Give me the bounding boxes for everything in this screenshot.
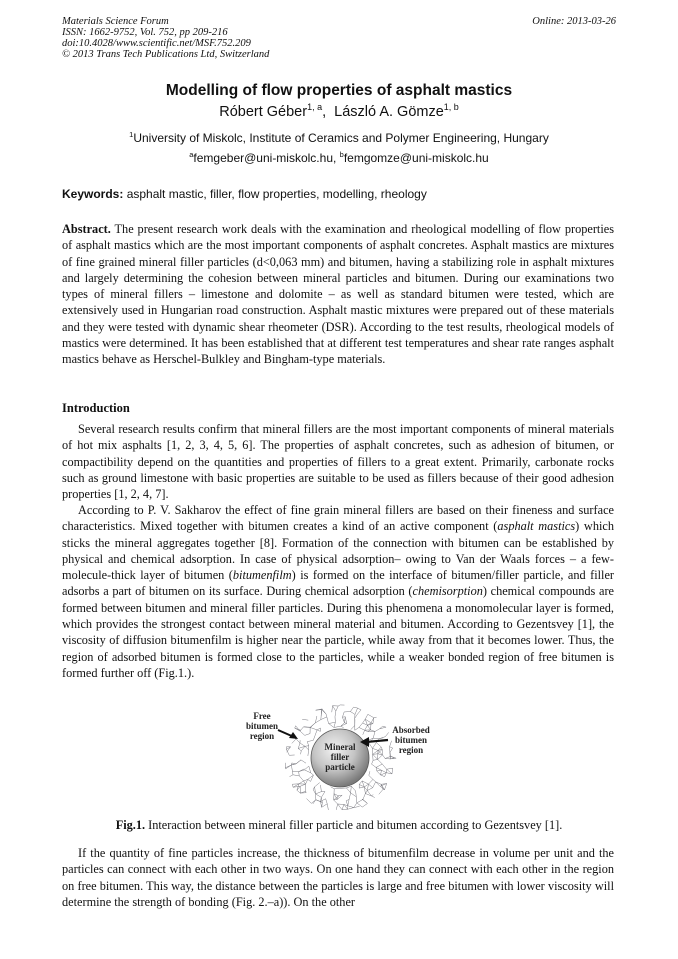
intro-paragraph-2	[62, 502, 614, 681]
bitumen-link	[304, 766, 308, 770]
bitumen-link	[297, 760, 301, 763]
bitumen-link	[381, 775, 385, 777]
bitumen-link	[359, 781, 362, 785]
bitumen-link	[342, 804, 344, 809]
bitumen-link	[371, 723, 373, 724]
bitumen-link	[373, 759, 378, 760]
bitumen-link	[365, 714, 368, 719]
bitumen-link	[381, 770, 382, 775]
bitumen-link	[376, 782, 381, 784]
p2-segment-3: ) is formed on the interface of bitumen/filler particle, and filler adsorbs a part of bitumen on its surface. During chemical adsorption (	[62, 568, 615, 599]
author-separator: ,	[322, 104, 335, 120]
author-2-affil: 1, b	[443, 102, 459, 113]
bitumen-link	[321, 797, 322, 802]
bitumen-link	[359, 727, 365, 730]
bitumen-link	[310, 723, 315, 728]
bitumen-link	[391, 756, 396, 758]
abstract-text: The present research work deals with the examination and rheological modelling of flow properties of asphalt mastics which are the most important components of asphalt concretes. Asphalt mastics are mixtures of fine grained mineral filler particles (d<0,063 mm) and bitumen, having a stabilizing role in asphalt mixtures and largely determining the cohesion between mineral particles and bitumen. During our examinations two types of mineral fillers – limestone and dolomite – as well as standard bitumen were tested, which are extensively used in Hungarian road construction. Asphalt mastic mixtures were prepared out of these materials and they were tested with dynamic shear rheometer (DSR). According to the test results, rheological models of mastics were determined. It has been established that at different test temperatures and shear rate ranges asphalt mastics behave as Herschel-Bulkley and Bingham-type materials.	[62, 222, 614, 367]
bitumen-link	[382, 755, 385, 759]
bitumen-link	[385, 732, 388, 736]
bitumen-link	[336, 804, 337, 810]
bitumen-link	[348, 799, 349, 805]
bitumen-link	[305, 746, 309, 747]
author-1: Róbert Géber	[219, 104, 308, 120]
bitumen-link	[390, 741, 392, 747]
email-a[interactable]: femgeber@uni-miskolc.hu	[193, 151, 333, 165]
bitumen-link	[376, 782, 380, 786]
bitumen-link	[307, 740, 313, 741]
bitumen-link	[299, 772, 300, 776]
bitumen-link	[322, 804, 328, 808]
bitumen-link	[316, 794, 322, 797]
bitumen-link	[292, 739, 296, 743]
bitumen-link	[378, 759, 383, 764]
figure-1-caption	[0, 818, 678, 833]
abstract	[62, 221, 614, 368]
bitumen-link	[346, 788, 350, 793]
doi: doi:10.4028/www.scientific.net/MSF.752.209	[62, 38, 251, 49]
online-date: Online: 2013-03-26	[532, 16, 616, 27]
bitumen-link	[315, 730, 317, 736]
bitumen-link	[369, 743, 372, 748]
bitumen-link	[357, 803, 363, 807]
bitumen-link	[354, 707, 358, 708]
keywords-label: Keywords:	[62, 187, 124, 201]
bitumen-link	[390, 748, 393, 753]
bitumen-link	[346, 801, 348, 806]
bitumen-link	[356, 797, 357, 803]
bitumen-link	[350, 712, 355, 715]
bitumen-link	[379, 789, 383, 794]
bitumen-link	[285, 765, 291, 768]
bitumen-link	[373, 782, 376, 788]
bitumen-link	[307, 742, 309, 746]
bitumen-link	[331, 787, 335, 789]
bitumen-link	[300, 743, 305, 746]
bitumen-link	[302, 719, 308, 720]
bitumen-link	[304, 781, 306, 784]
bitumen-link	[387, 768, 393, 769]
bitumen-link	[297, 790, 300, 793]
p2-segment-1: According to P. V. Sakharov the effect of fine grain mineral fillers are based on their fineness and surface characteristics. Mixed together with bitumen creates a kind of an active component (	[62, 503, 614, 534]
bitumen-link	[357, 799, 363, 802]
bitumen-link	[363, 730, 365, 735]
p2-italic-bitumenfilm: bitumenfilm	[232, 568, 292, 583]
bitumen-link	[351, 786, 352, 793]
keywords-text: asphalt mastic, filler, flow properties, modelling, rheology	[123, 187, 427, 201]
email-a-marker: a	[189, 150, 194, 159]
author-1-affil: 1, a	[307, 102, 323, 113]
section-heading-introduction: Introduction	[62, 401, 130, 415]
affiliation	[0, 131, 678, 145]
bitumen-link	[372, 764, 376, 767]
bitumen-link	[381, 770, 386, 772]
bitumen-link	[305, 734, 310, 736]
bitumen-link	[317, 728, 320, 730]
p2-segment-4: ) chemical compounds are formed between bitumen and mineral filler particles. During this phenomena a monomolecular layer is formed, which provides the strongest contact between mineral material and bitumen. According to Gezentsvey [1], the viscosity of diffusion bitumenfilm is higher near the particle, while away from that it becomes lower. Thus, the region of adsorbed bitumen is formed close to the particles, while a weaker bonded region of free bitumen is formed further off (Fig.1.).	[62, 584, 614, 680]
bitumen-link	[367, 788, 372, 791]
bitumen-link	[306, 799, 311, 804]
bitumen-link	[368, 714, 374, 717]
bitumen-link	[301, 760, 306, 763]
free-bitumen-label-2: bitumen	[245, 721, 279, 731]
bitumen-link	[378, 755, 383, 760]
paper-title: Modelling of flow properties of asphalt mastics	[165, 82, 513, 99]
publication-info	[62, 16, 269, 60]
bitumen-link	[316, 792, 322, 794]
keywords	[62, 187, 427, 201]
bitumen-link	[338, 705, 340, 706]
bitumen-link	[355, 708, 358, 714]
p2-segment-2: ) which sticks the mineral aggregates together [8]. Formation of the connection with bitumen can be established by physical and chemical adsorption. In case of physical adsorption– owing to Van der Waals forces – a few-molecule-thick layer of bitumen (	[62, 519, 614, 583]
bitumen-link	[336, 706, 338, 711]
bitumen-link	[313, 787, 314, 790]
bitumen-link	[372, 760, 374, 764]
bitumen-link	[299, 781, 304, 784]
bitumen-link	[341, 726, 344, 727]
absorbed-bitumen-label-1: Absorbed	[392, 725, 430, 735]
bitumen-link	[377, 771, 381, 775]
particle-label-3: particle	[325, 762, 355, 772]
bitumen-link	[369, 775, 373, 779]
bitumen-link	[365, 791, 367, 794]
bitumen-link	[374, 717, 377, 718]
bitumen-link	[349, 793, 351, 800]
bitumen-link	[334, 800, 338, 804]
abstract-label: Abstract.	[62, 222, 111, 236]
bitumen-link	[301, 751, 302, 754]
bitumen-link	[372, 743, 376, 749]
bitumen-link	[362, 799, 367, 803]
issn: ISSN: 1662-9752, Vol. 752, pp 209-216	[62, 27, 228, 38]
bitumen-link	[365, 725, 368, 730]
bitumen-link	[291, 765, 292, 771]
bitumen-link	[322, 803, 323, 808]
bitumen-link	[332, 706, 333, 712]
bitumen-link	[375, 729, 380, 732]
bitumen-link	[334, 722, 335, 727]
bitumen-link	[293, 775, 299, 776]
bitumen-link	[333, 706, 336, 711]
bitumen-link	[286, 747, 290, 750]
copyright: © 2013 Trans Tech Publications Ltd, Switzerland	[62, 49, 270, 60]
bitumen-link	[373, 779, 376, 781]
free-bitumen-arrow	[278, 730, 298, 739]
bitumen-link	[296, 739, 300, 743]
p2-italic-asphalt-mastics: asphalt mastics	[497, 519, 576, 534]
bitumen-link	[371, 730, 375, 732]
bitumen-link	[308, 779, 311, 781]
bitumen-link	[373, 754, 378, 759]
bitumen-link	[308, 750, 309, 756]
bitumen-link	[345, 717, 346, 724]
emails	[0, 151, 678, 165]
free-bitumen-label-3: region	[249, 731, 275, 741]
affiliation-marker: 1	[129, 130, 134, 139]
bitumen-link	[315, 783, 320, 787]
intro-paragraph-3: If the quantity of fine particles increase, the thickness of bitumenfilm decrease in volume per unit and the particles can connect with each other in two ways. On one hand they can connect with each other in the region on free bitumen. This way, the distance between the particles is large and free bitumen with lower viscosity will determine the strength of bonding (Fig. 2.–a)). On the other	[62, 846, 614, 909]
bitumen-link	[321, 792, 325, 798]
bitumen-link	[372, 748, 378, 750]
bitumen-link	[326, 799, 328, 804]
bitumen-link	[295, 726, 296, 728]
bitumen-link	[342, 712, 344, 717]
bitumen-link	[300, 731, 305, 735]
bitumen-link	[376, 743, 381, 747]
affiliation-text: University of Miskolc, Institute of Ceramics and Polymer Engineering, Hungary	[133, 131, 549, 145]
bitumen-link	[327, 804, 328, 810]
bitumen-link	[327, 717, 329, 724]
p2-italic-chemisorption: chemisorption	[412, 584, 483, 599]
bitumen-link	[358, 708, 361, 710]
bitumen-link	[292, 784, 293, 787]
bitumen-link	[381, 747, 382, 749]
bitumen-link	[338, 804, 342, 810]
email-b[interactable]: femgomze@uni-miskolc.hu	[343, 151, 489, 165]
bitumen-link	[329, 722, 336, 723]
bitumen-link	[322, 709, 326, 714]
bitumen-link	[359, 787, 364, 788]
intro-paragraph-1: Several research results confirm that mineral fillers are the most important components of mineral materials of hot mix asphalts [1, 2, 3, 4, 5, 6]. The properties of asphalt concretes, such as adhesion of bitumen, or compactibility depend on the quantities and properties of fillers to a great extent. Primarily, carbonate rocks such as ground limestone with basic properties are suitable to be used as fillers because of their good adhesion properties [1, 2, 4, 7].	[62, 422, 614, 502]
bitumen-link	[377, 770, 382, 771]
bitumen-link	[341, 723, 345, 727]
bitumen-link	[363, 719, 366, 723]
bitumen-link	[376, 764, 382, 767]
author-2: László A. Gömze	[334, 104, 444, 120]
bitumen-link	[368, 725, 371, 729]
bitumen-link	[299, 776, 303, 781]
bitumen-link	[355, 727, 359, 730]
absorbed-bitumen-label-3: region	[398, 745, 424, 755]
bitumen-link	[320, 799, 325, 802]
bitumen-link	[348, 808, 354, 810]
bitumen-link	[305, 746, 309, 750]
bitumen-link	[320, 785, 321, 792]
bitumen-link	[358, 710, 361, 714]
bitumen-link	[298, 743, 300, 748]
bitumen-link	[351, 786, 355, 791]
bitumen-link	[289, 775, 292, 777]
bitumen-link	[348, 806, 354, 808]
bitumen-link	[329, 724, 334, 728]
bitumen-link	[335, 711, 336, 717]
bitumen-link	[356, 791, 357, 797]
bitumen-link	[371, 796, 374, 798]
bitumen-link	[371, 795, 373, 796]
bitumen-link	[392, 768, 393, 774]
caption-text: Interaction between mineral filler particle and bitumen according to Gezentsvey [1].	[145, 818, 563, 832]
bitumen-link	[373, 738, 379, 739]
bitumen-link	[344, 717, 345, 723]
bitumen-link	[362, 803, 367, 807]
bitumen-link	[350, 707, 353, 711]
bitumen-link	[334, 726, 341, 727]
email-b-marker: b	[339, 150, 344, 159]
bitumen-link	[300, 727, 304, 731]
bitumen-link	[359, 723, 363, 727]
figure-1-diagram	[238, 700, 443, 812]
bitumen-link	[316, 800, 321, 802]
bitumen-link	[292, 771, 293, 775]
caption-label: Fig.1.	[115, 818, 146, 832]
bitumen-link	[298, 748, 301, 750]
bitumen-link	[321, 717, 327, 720]
bitumen-link	[342, 717, 344, 723]
bitumen-link	[326, 714, 327, 717]
bitumen-link	[300, 784, 305, 786]
email-separator: ,	[333, 151, 340, 165]
bitumen-link	[363, 794, 365, 800]
bitumen-link	[351, 793, 357, 797]
bitumen-link	[317, 730, 320, 732]
bitumen-link	[368, 784, 372, 788]
bitumen-link	[351, 726, 355, 730]
bitumen-link	[382, 764, 386, 769]
bitumen-link	[311, 773, 314, 775]
bitumen-link	[313, 736, 315, 741]
authors	[0, 104, 678, 120]
bitumen-link	[383, 726, 386, 727]
bitumen-link	[373, 731, 375, 738]
bitumen-link	[369, 771, 370, 775]
bitumen-link	[390, 747, 393, 748]
free-bitumen-label-1: Free	[253, 711, 271, 721]
bitumen-link	[376, 767, 381, 770]
particle-label-2: filler	[330, 752, 350, 762]
bitumen-link	[287, 747, 291, 752]
bitumen-link	[368, 779, 372, 784]
absorbed-bitumen-label-2: bitumen	[394, 735, 428, 745]
bitumen-link	[341, 723, 347, 726]
bitumen-link	[365, 730, 368, 731]
bitumen-link	[310, 728, 317, 730]
journal-name: Materials Science Forum	[62, 16, 169, 27]
particle-label-1: Mineral	[324, 742, 356, 752]
